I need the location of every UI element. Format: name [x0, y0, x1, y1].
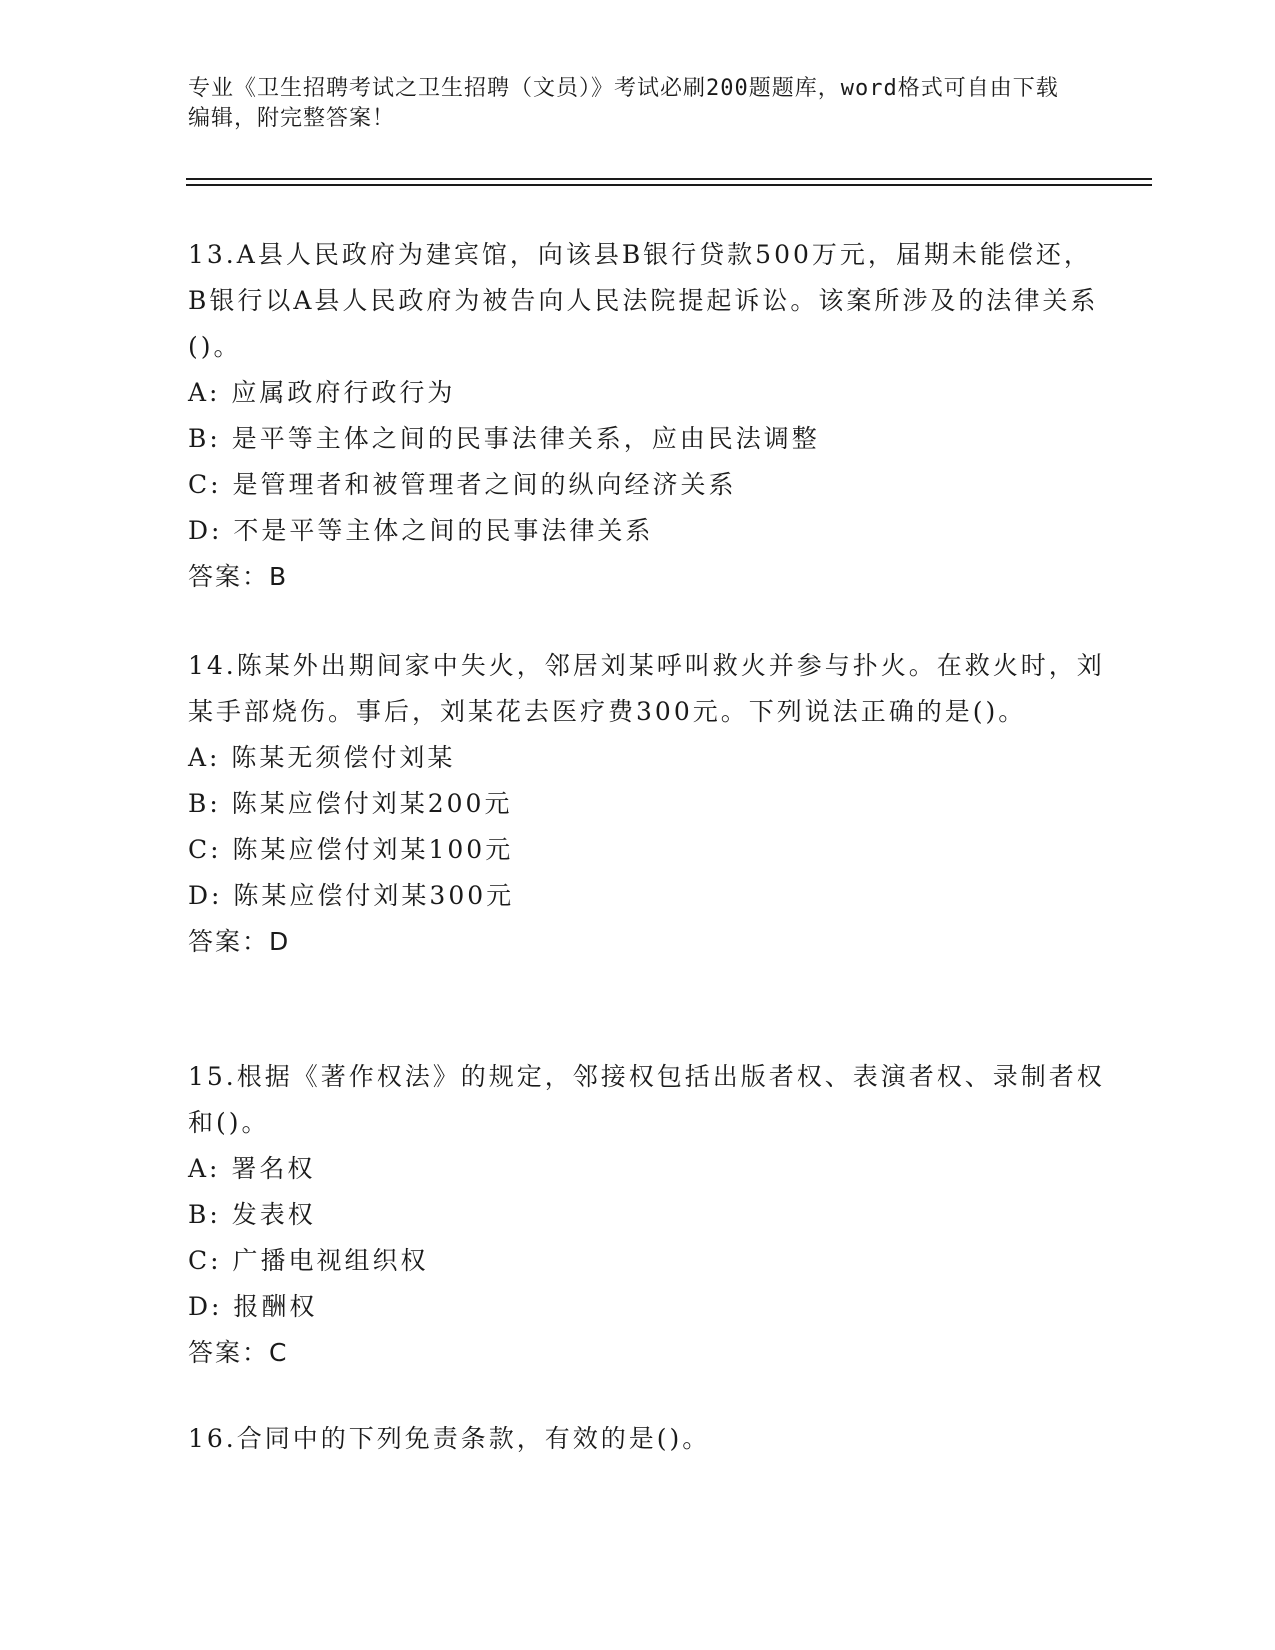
question-stem: 16.合同中的下列免责条款，有效的是()。: [188, 1424, 711, 1453]
header-divider-top: [186, 178, 1152, 180]
option-b: B: 陈某应偿付刘某200元: [188, 789, 513, 818]
question-13: [188, 232, 1108, 600]
option-c: C: 是管理者和被管理者之间的纵向经济关系: [188, 470, 737, 499]
question-stem: 15.根据《著作权法》的规定，邻接权包括出版者权、表演者权、录制者权和()。: [188, 1062, 1105, 1137]
question-stem: 14.陈某外出期间家中失火，邻居刘某呼叫救火并参与扑火。在救火时，刘某手部烧伤。事后，刘某花去医疗费300元。下列说法正确的是()。: [188, 651, 1105, 726]
question-stem: 13.A县人民政府为建宾馆，向该县B银行贷款500万元，届期未能偿还，B银行以A县人民政府为被告向人民法院提起诉讼。该案所涉及的法律关系()。: [188, 240, 1099, 361]
answer-line: 答案：D: [188, 927, 291, 956]
question-16: [188, 1416, 1108, 1462]
option-c: C: 陈某应偿付刘某100元: [188, 835, 514, 864]
option-a: A: 陈某无须偿付刘某: [188, 743, 456, 772]
question-15: [188, 1054, 1108, 1376]
header-divider-bottom: [186, 184, 1152, 186]
document-header: 专业《卫生招聘考试之卫生招聘（文员）》考试必刷200题题库，word格式可自由下载编辑，附完整答案！: [188, 76, 1059, 131]
option-b: B: 发表权: [188, 1200, 316, 1229]
answer-line: 答案：B: [188, 562, 289, 591]
question-14: [188, 643, 1108, 965]
option-d: D: 不是平等主体之间的民事法律关系: [188, 516, 654, 545]
option-d: D: 报酬权: [188, 1292, 318, 1321]
answer-line: 答案：C: [188, 1338, 289, 1367]
option-d: D: 陈某应偿付刘某300元: [188, 881, 515, 910]
option-a: A: 署名权: [188, 1154, 316, 1183]
option-c: C: 广播电视组织权: [188, 1246, 429, 1275]
option-b: B: 是平等主体之间的民事法律关系，应由民法调整: [188, 424, 820, 453]
option-a: A: 应属政府行政行为: [188, 378, 456, 407]
